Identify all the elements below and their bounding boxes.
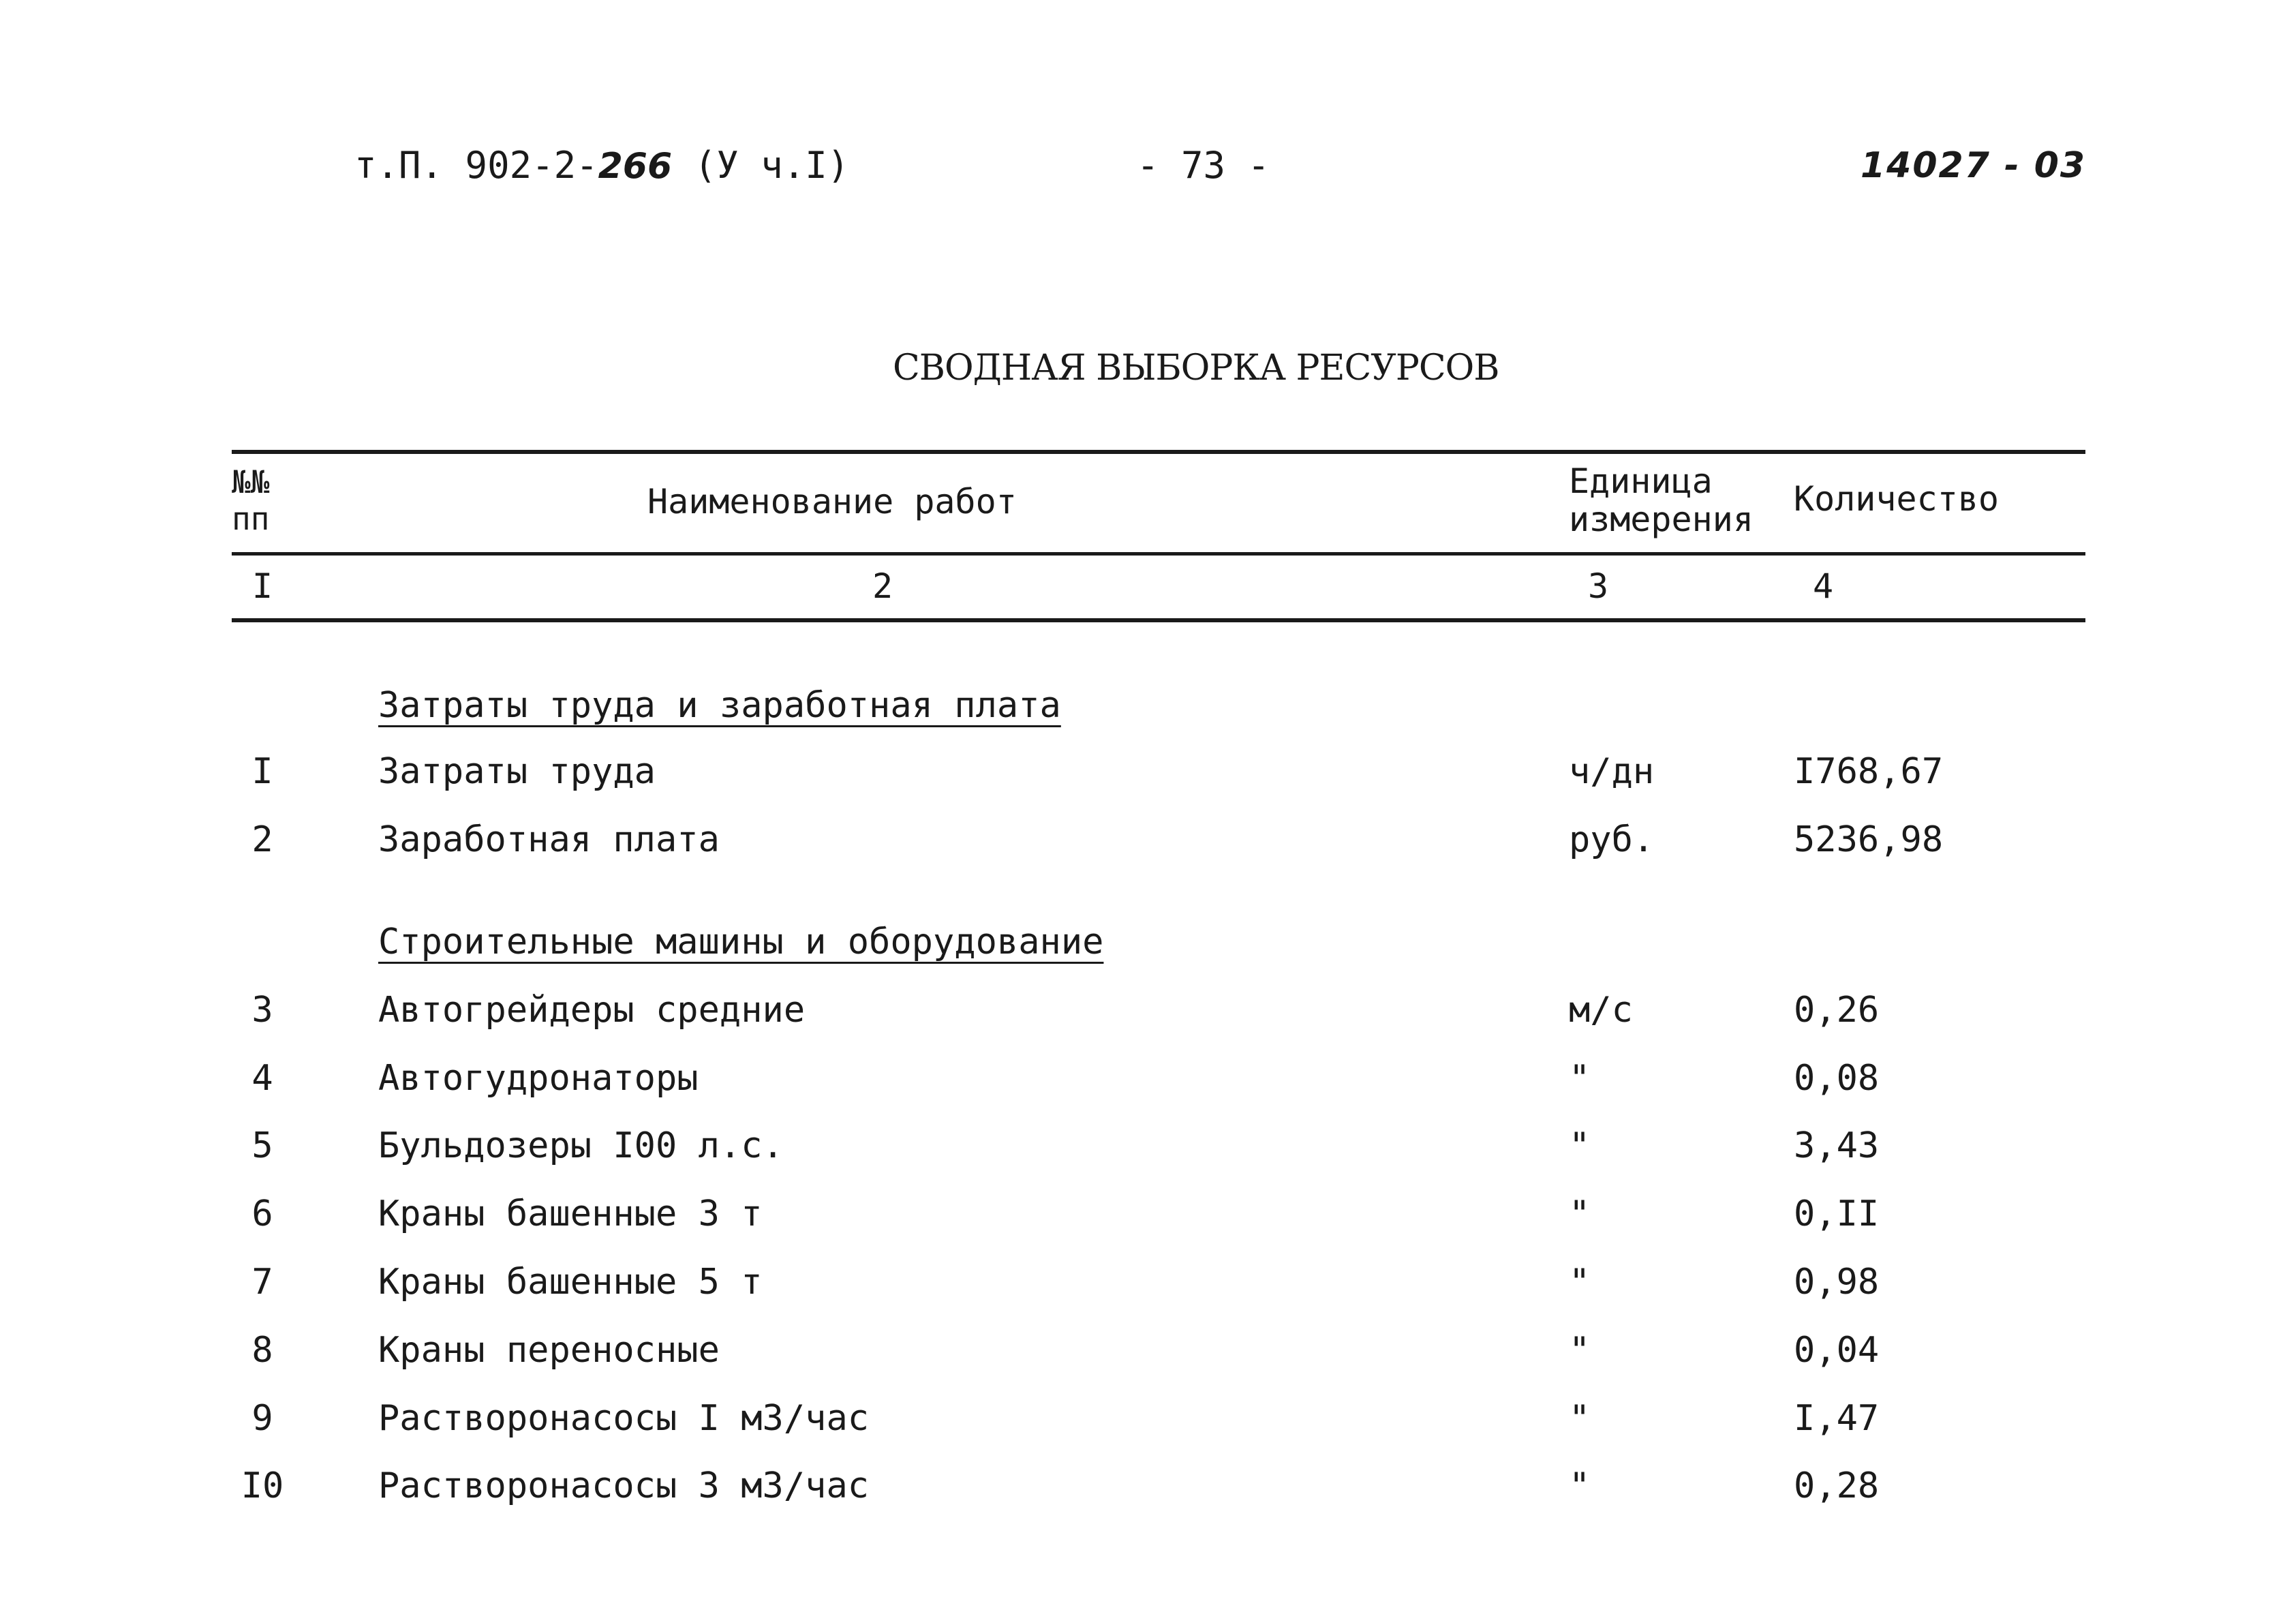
column-header-number <box>232 463 269 537</box>
table-rule-bottom <box>232 618 2085 622</box>
row-unit: " <box>1569 1465 1591 1506</box>
column-header-number-line2: пп <box>232 500 270 537</box>
row-name: Автогудронаторы <box>378 1058 699 1099</box>
document-code-handwritten: 266 <box>598 146 673 187</box>
row-quantity: 0,08 <box>1794 1058 1880 1099</box>
page-number: - 73 - <box>1137 144 1270 187</box>
column-header-name: Наименование работ <box>647 482 1017 521</box>
section-title-machinery: Строительные машины и оборудование <box>378 922 1104 962</box>
column-header-unit-line1: Единица <box>1569 461 1713 501</box>
row-name: Краны башенные 5 т <box>378 1262 763 1303</box>
page-title: СВОДНАЯ ВЫБОРКА РЕСУРСОВ <box>893 348 1499 389</box>
row-number: 5 <box>251 1125 273 1166</box>
row-number: I <box>251 751 273 792</box>
row-number: 7 <box>251 1262 273 1303</box>
row-name: Растворонасосы I м3/час <box>378 1398 870 1439</box>
column-header-number-line1: №№ <box>232 463 270 500</box>
row-quantity: 3,43 <box>1794 1125 1880 1166</box>
document-code-prefix: т.П. 902-2- <box>354 144 598 187</box>
column-number-1: I <box>252 566 273 606</box>
row-number: 8 <box>251 1330 273 1371</box>
row-name: Автогрейдеры средние <box>378 990 806 1031</box>
row-name: Бульдозеры I00 л.с. <box>378 1125 784 1166</box>
row-unit: " <box>1569 1398 1591 1439</box>
row-number: 2 <box>251 819 273 860</box>
row-unit: " <box>1569 1193 1591 1234</box>
row-quantity: 0,28 <box>1794 1465 1880 1506</box>
row-quantity: 0,04 <box>1794 1330 1880 1371</box>
row-unit: " <box>1569 1330 1591 1371</box>
document-code <box>354 142 849 190</box>
row-quantity: I768,67 <box>1794 751 1944 792</box>
row-number: 9 <box>251 1398 273 1439</box>
row-quantity: I,47 <box>1794 1398 1880 1439</box>
table-rule-middle <box>232 552 2085 556</box>
row-unit: " <box>1569 1262 1591 1303</box>
column-number-2: 2 <box>872 566 893 606</box>
document-code-suffix: (У ч.I) <box>672 144 850 187</box>
row-unit: ч/дн <box>1569 751 1655 792</box>
column-number-3: 3 <box>1588 566 1609 606</box>
reference-number: 14027 - 03 <box>1861 145 2087 186</box>
column-header-unit <box>1569 462 1754 538</box>
row-unit: " <box>1569 1125 1591 1166</box>
column-header-unit-line2: измерения <box>1569 500 1754 539</box>
section-title-labor: Затраты труда и заработная плата <box>378 685 1061 726</box>
row-number: I0 <box>241 1465 284 1506</box>
row-name: Растворонасосы 3 м3/час <box>378 1465 870 1506</box>
table-rule-top <box>232 450 2085 454</box>
row-quantity: 5236,98 <box>1794 819 1944 860</box>
row-name: Затраты труда <box>378 751 656 792</box>
column-header-quantity: Количество <box>1794 479 2000 519</box>
row-name: Заработная плата <box>378 819 720 860</box>
column-number-4: 4 <box>1813 566 1834 606</box>
row-number: 6 <box>251 1193 273 1234</box>
row-quantity: 0,98 <box>1794 1262 1880 1303</box>
row-number: 4 <box>251 1058 273 1099</box>
row-unit: " <box>1569 1058 1591 1099</box>
row-quantity: 0,II <box>1794 1193 1880 1234</box>
row-name: Краны переносные <box>378 1330 720 1371</box>
row-name: Краны башенные 3 т <box>378 1193 763 1234</box>
row-number: 3 <box>251 990 273 1031</box>
row-unit: руб. <box>1569 819 1655 860</box>
row-unit: м/с <box>1569 990 1633 1031</box>
row-quantity: 0,26 <box>1794 990 1880 1031</box>
